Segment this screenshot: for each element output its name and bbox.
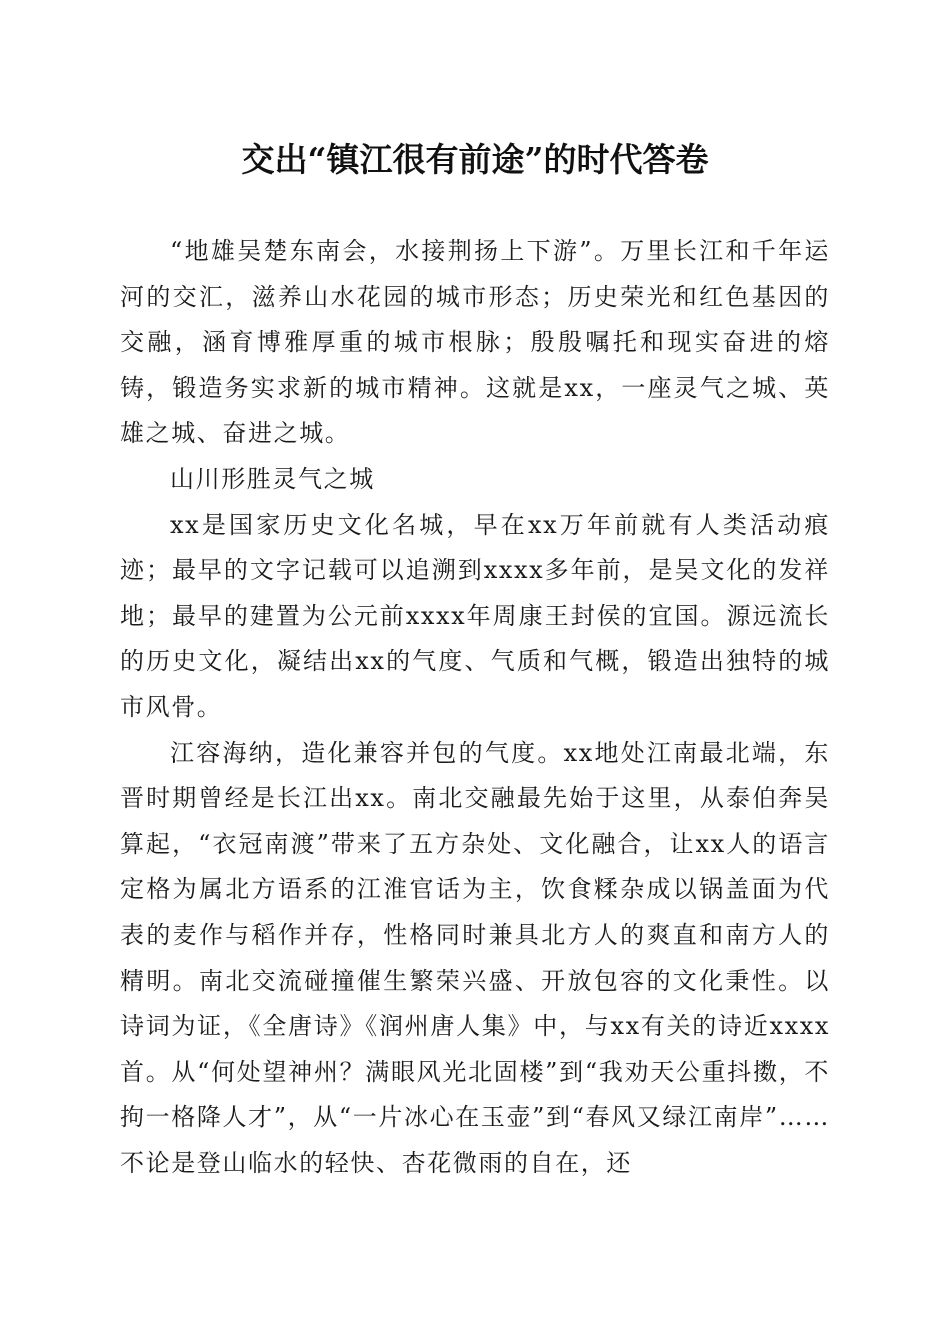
- document-title: 交出“镇江很有前途”的时代答卷: [241, 140, 709, 179]
- intro-paragraph: “地雄吴楚东南会，水接荆扬上下游”。万里长江和千年运河的交汇，滋养山水花园的城市形态；历史荣光和红色基因的交融，涵育博雅厚重的城市根脉；殷殷嘱托和现实奋进的熔铸，锻造务实求新的城市精神。这就是xx，一座灵气之城、英雄之城、奋进之城。: [120, 237, 830, 448]
- section-heading: 山川形胜灵气之城: [170, 464, 375, 493]
- history-paragraph: xx是国家历史文化名城，早在xx万年前就有人类活动痕迹；最早的文字记载可以追溯到xxxx多年前，是吴文化的发祥地；最早的建置为公元前xxxx年周康王封侯的宜国。源远流长的历史文化，凝结出xx的气度、气质和气概，锻造出独特的城市风骨。: [120, 510, 830, 721]
- document-body: [120, 229, 830, 1186]
- culture-paragraph: 江容海纳，造化兼容并包的气度。xx地处江南最北端，东晋时期曾经是长江出xx。南北交融最先始于这里，从泰伯奔吴算起，“衣冠南渡”带来了五方杂处、文化融合，让xx人的语言定格为属北方语系的江淮官话为主，饮食糅杂成以锅盖面为代表的麦作与稻作并存，性格同时兼具北方人的爽直和南方人的精明。南北交流碰撞催生繁荣兴盛、开放包容的文化秉性。以诗词为证，《全唐诗》《润州唐人集》中，与xx有关的诗近xxxx首。从“何处望神州？满眼风光北固楼”到“我劝天公重抖擞，不拘一格降人才”，从“一片冰心在玉壶”到“春风又绿江南岸”……不论是登山临水的轻快、杏花微雨的自在，还: [120, 738, 830, 1177]
